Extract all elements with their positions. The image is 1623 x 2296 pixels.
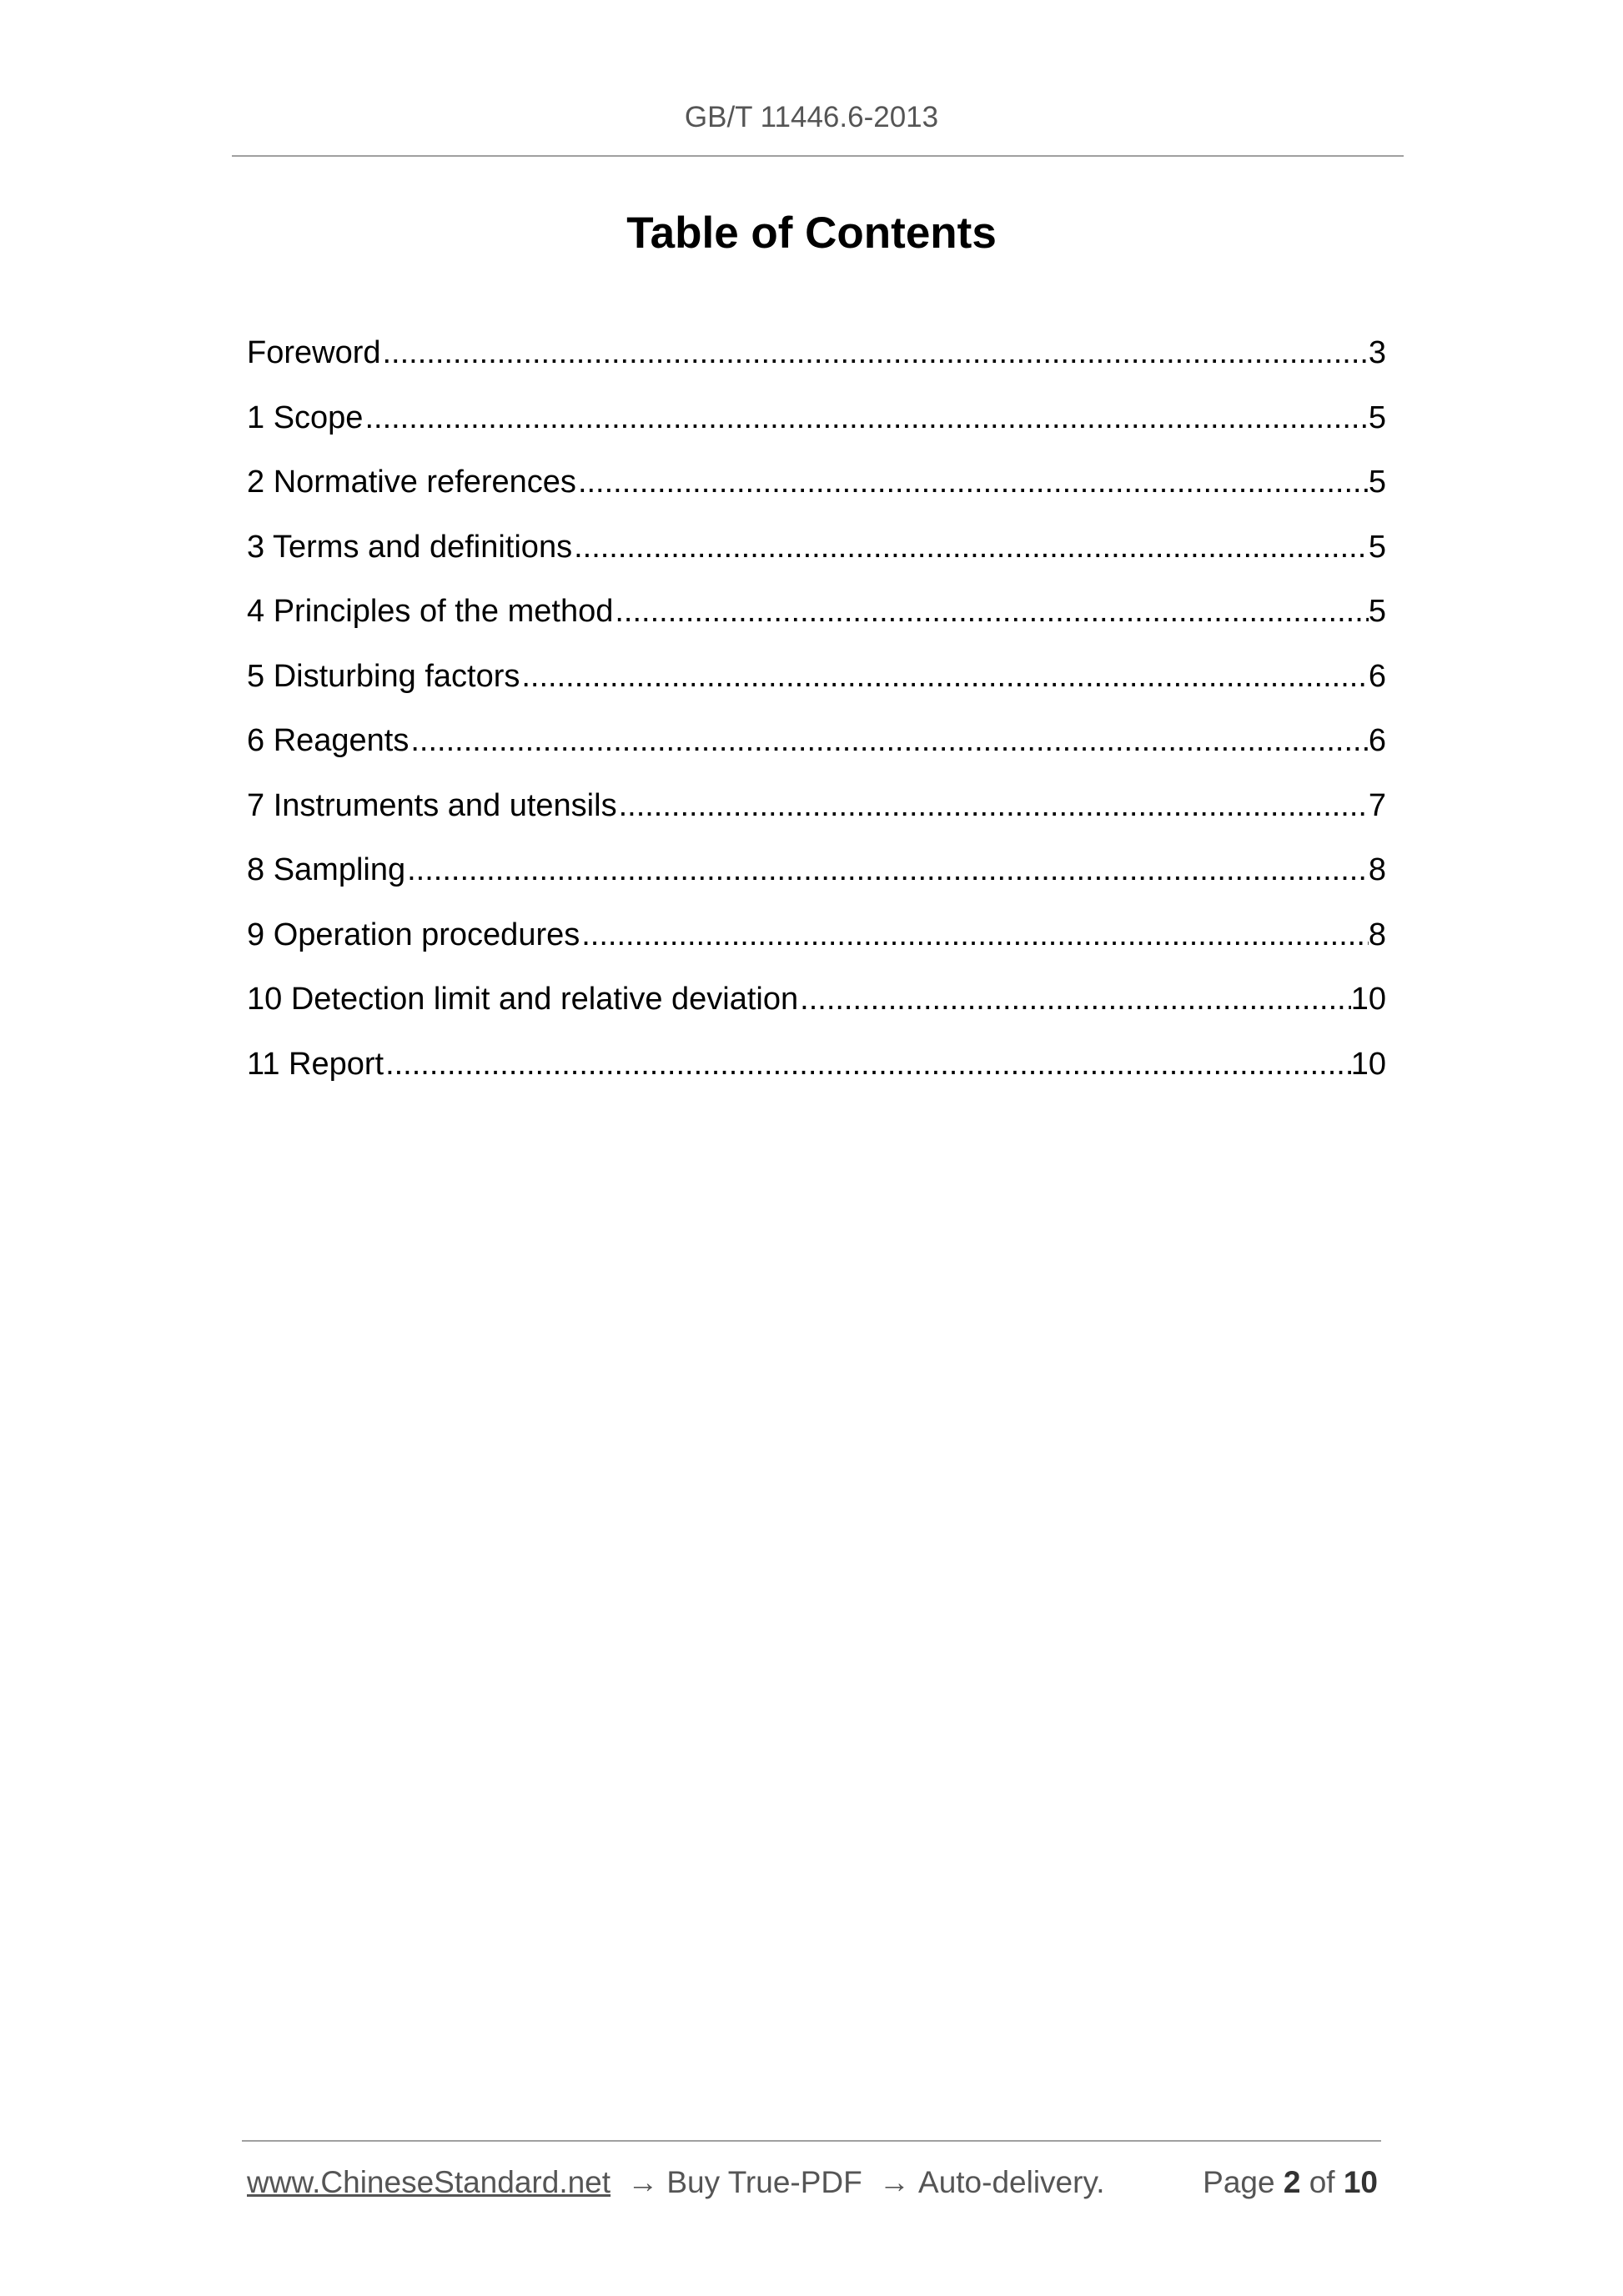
current-page: 2 — [1283, 2165, 1301, 2199]
toc-entry-page: 8 — [1368, 917, 1386, 952]
toc-entry-page: 3 — [1368, 335, 1386, 370]
toc-entry-page: 10 — [1350, 982, 1386, 1017]
running-header: GB/T 11446.6-2013 — [684, 101, 939, 133]
toc-entry-label: 6 Reagents — [247, 723, 410, 758]
footer-divider — [242, 2140, 1381, 2142]
header-divider — [232, 155, 1404, 157]
toc-leader-dots — [520, 651, 1368, 701]
toc-leader-dots — [381, 328, 1369, 378]
toc-entry-page: 5 — [1368, 594, 1386, 629]
toc-entry-label: Foreword — [247, 335, 381, 370]
of-word: of — [1309, 2165, 1335, 2199]
toc-entry-principles-of-the-method[interactable] — [247, 586, 1386, 651]
toc-entry-label: 7 Instruments and utensils — [247, 787, 617, 823]
toc-leader-dots — [580, 910, 1369, 960]
toc-entry-disturbing-factors[interactable] — [247, 651, 1386, 716]
toc-entry-scope[interactable] — [247, 393, 1386, 458]
page-title: Table of Contents — [626, 208, 997, 258]
total-pages: 10 — [1343, 2165, 1378, 2199]
toc-leader-dots — [409, 716, 1368, 766]
right-arrow-icon: → — [627, 2165, 659, 2199]
toc-entry-label: 5 Disturbing factors — [247, 658, 520, 694]
toc-entry-label: 4 Principles of the method — [247, 594, 614, 629]
toc-entry-page: 10 — [1350, 1046, 1386, 1082]
toc-entry-operation-procedures[interactable] — [247, 910, 1386, 975]
toc-entry-label: 9 Operation procedures — [247, 917, 580, 952]
toc-entry-label: 10 Detection limit and relative deviation — [247, 982, 799, 1017]
toc-leader-dots — [384, 1039, 1351, 1089]
right-arrow-icon: → — [879, 2165, 911, 2199]
toc-entry-page: 6 — [1368, 723, 1386, 758]
buy-true-pdf-text: Buy True-PDF — [666, 2165, 862, 2199]
toc-leader-dots — [613, 586, 1369, 636]
page-number — [1203, 2160, 1378, 2205]
toc-entry-normative-references[interactable] — [247, 457, 1386, 522]
toc-entry-reagents[interactable] — [247, 716, 1386, 781]
page-word: Page — [1203, 2165, 1275, 2199]
toc-entry-label: 1 Scope — [247, 399, 364, 435]
toc-leader-dots — [617, 781, 1369, 831]
toc-leader-dots — [572, 522, 1369, 572]
toc-entry-label: 8 Sampling — [247, 852, 406, 887]
auto-delivery-text: Auto-delivery. — [918, 2165, 1105, 2199]
toc-leader-dots — [405, 845, 1369, 895]
toc-entry-sampling[interactable] — [247, 845, 1386, 910]
toc-entry-page: 5 — [1368, 529, 1386, 565]
toc-entry-page: 6 — [1368, 658, 1386, 694]
toc-entry-foreword[interactable] — [247, 328, 1386, 393]
toc-entry-detection-limit[interactable] — [247, 974, 1386, 1039]
toc-leader-dots — [576, 457, 1369, 507]
toc-entry-instruments-and-utensils[interactable] — [247, 781, 1386, 846]
toc-leader-dots — [798, 974, 1351, 1024]
website-link[interactable]: www.ChineseStandard.net — [247, 2165, 611, 2199]
page-footer — [247, 2160, 1378, 2205]
toc-entry-page: 5 — [1368, 465, 1386, 500]
toc-entry-page: 7 — [1368, 787, 1386, 823]
table-of-contents — [247, 328, 1386, 1103]
toc-entry-label: 2 Normative references — [247, 465, 576, 500]
toc-entry-page: 5 — [1368, 399, 1386, 435]
toc-entry-label: 3 Terms and definitions — [247, 529, 573, 565]
toc-entry-terms-and-definitions[interactable] — [247, 522, 1386, 587]
toc-entry-label: 11 Report — [247, 1046, 384, 1082]
toc-entry-page: 8 — [1368, 852, 1386, 887]
toc-entry-report[interactable] — [247, 1039, 1386, 1104]
toc-leader-dots — [363, 393, 1368, 443]
